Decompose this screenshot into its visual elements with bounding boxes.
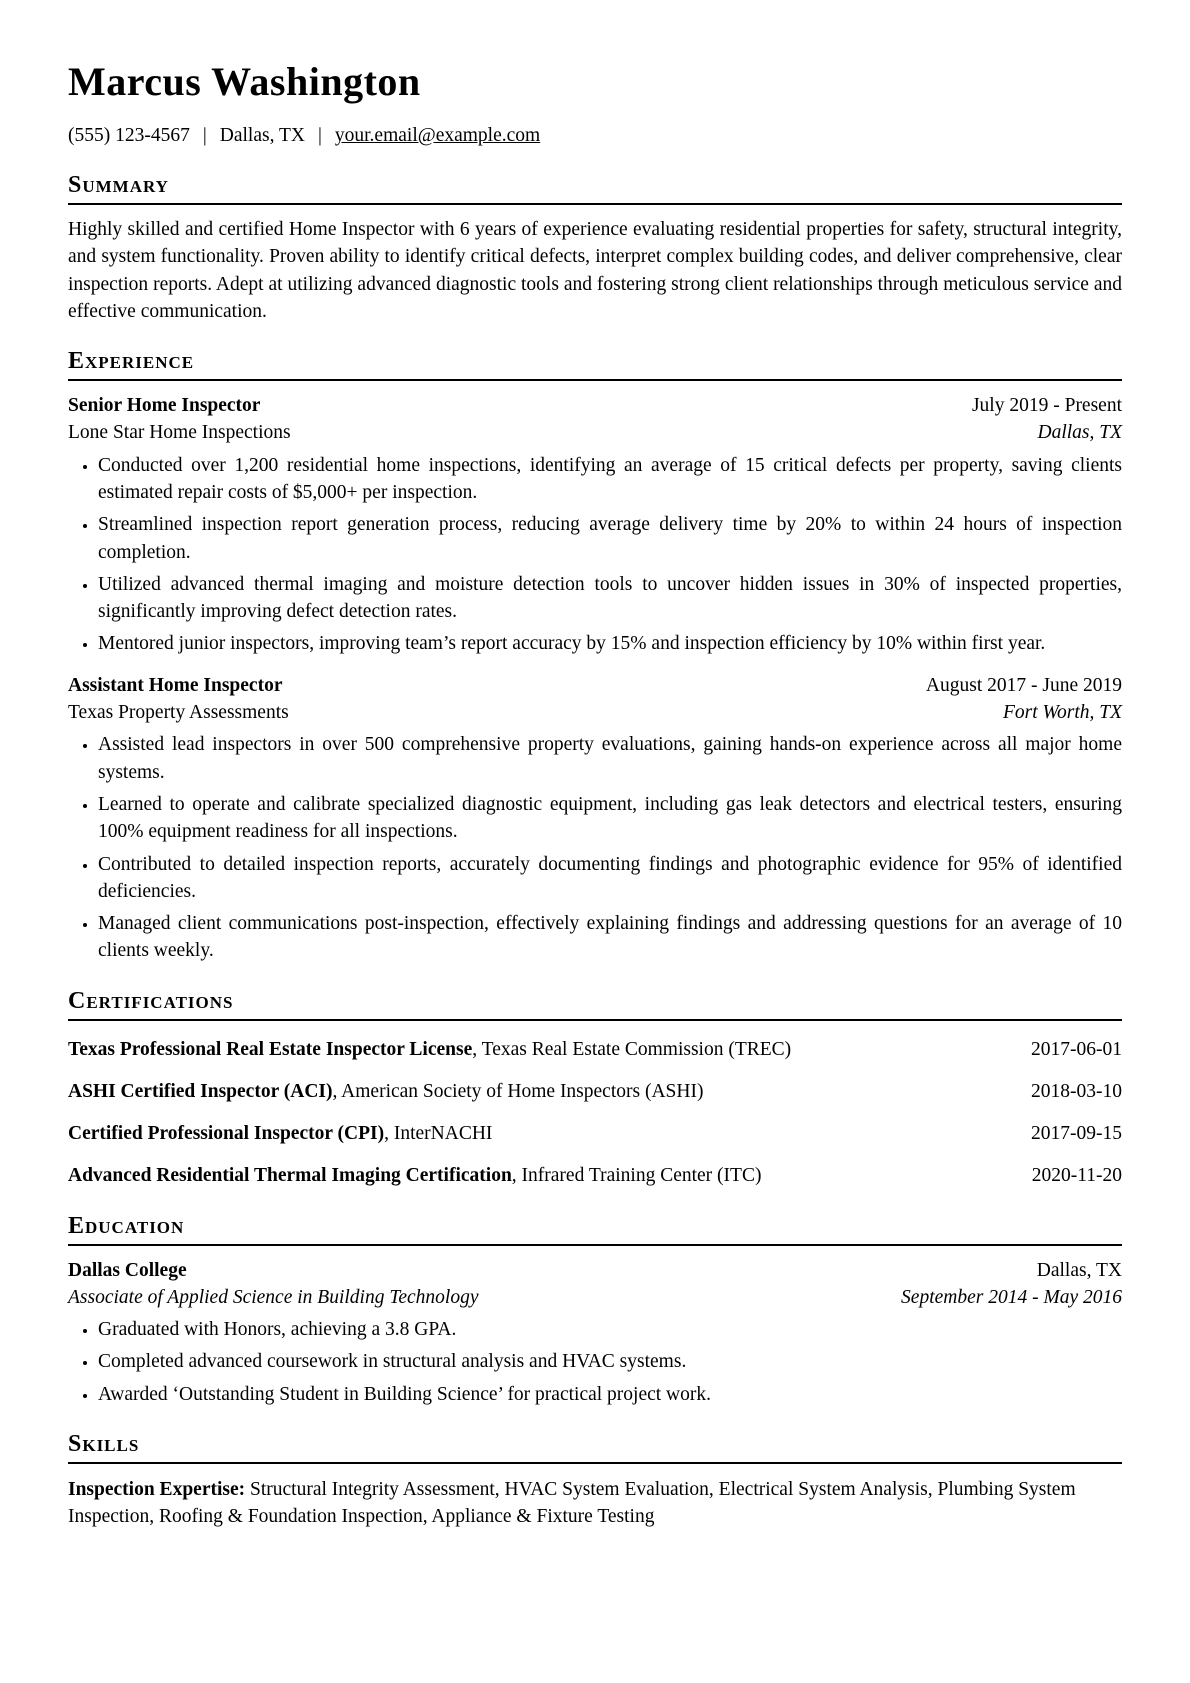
education-degree-row [68,1284,1122,1311]
certification-date: 2018-03-10 [1031,1080,1122,1102]
job-bullet: • Managed client communications post-inspection, effectively explaining findings and addressing questions for an average of 10 clients weekly. [98,910,1122,965]
certification-issuer: , Infrared Training Center (ITC) [511,1165,762,1187]
contact-line [68,122,1122,149]
certification-row [68,1120,1122,1147]
person-name: Marcus Washington [68,59,421,104]
section-title-certifications: Certifications [68,987,1122,1021]
job-role: Assistant Home Inspector [68,674,283,696]
certification-row [68,1078,1122,1105]
job-bullet: • Conducted over 1,200 residential home inspections, identifying an average of 15 critical defects per property, saving clients estimated repair costs of $5,000+ per inspection. [98,452,1122,507]
summary-text: Highly skilled and certified Home Inspector with 6 years of experience evaluating residential properties for safety, structural integrity, and system functionality. Proven ability to identify critical defects, interpret complex building codes, and deliver comprehensive, clear inspection reports. Adept at utilizing advanced diagnostic tools and fostering strong client relationships through meticulous service and effective communication. [68,219,1122,322]
job-bullet-list [68,731,1122,964]
education-bullet: • Completed advanced coursework in structural analysis and HVAC systems. [98,1348,1122,1375]
certification-row [68,1036,1122,1063]
certification-date: 2020-11-20 [1031,1165,1122,1187]
job-location: Fort Worth, TX [1002,702,1122,724]
education-bullet: • Graduated with Honors, achieving a 3.8 GPA. [98,1316,1122,1343]
certification-name: Texas Professional Real Estate Inspector License [68,1038,473,1060]
certification-issuer: , American Society of Home Inspectors (ASHI) [332,1080,704,1102]
education-location: Dallas, TX [1036,1259,1122,1281]
job-dates: August 2017 - June 2019 [925,674,1122,696]
section-title-summary: Summary [68,171,1122,205]
job-bullet-list [68,452,1122,658]
skills-category-label: Inspection Expertise: [68,1478,246,1500]
certification-row [68,1162,1122,1189]
education-dates: September 2014 - May 2016 [901,1286,1122,1308]
contact-location: Dallas, TX [219,125,305,146]
job-header-row [68,392,1122,419]
certification-issuer: , Texas Real Estate Commission (TREC) [472,1038,792,1060]
job-entry [68,392,1122,658]
education-entry [68,1257,1122,1408]
certification-text [68,1036,791,1063]
job-subheader-row [68,419,1122,446]
job-company: Lone Star Home Inspections [68,422,291,444]
job-location: Dallas, TX [1037,422,1122,444]
certification-date: 2017-09-15 [1031,1123,1122,1145]
education-header-row [68,1257,1122,1284]
education-degree: Associate of Applied Science in Building Technology [68,1286,479,1308]
certification-name: Advanced Residential Thermal Imaging Certification [68,1165,512,1187]
education-bullet-list [68,1316,1122,1408]
job-entry [68,672,1122,965]
phone-number: (555) 123-4567 [68,125,190,146]
job-company: Texas Property Assessments [68,702,289,724]
certification-issuer: , InterNACHI [384,1123,493,1145]
section-title-education: Education [68,1212,1122,1246]
job-bullet: • Assisted lead inspectors in over 500 comprehensive property evaluations, gaining hands-on experience across all major home systems. [98,731,1122,786]
certification-text [68,1078,703,1105]
certification-text [68,1162,761,1189]
contact-separator: | [317,125,322,146]
skills-list: Structural Integrity Assessment, HVAC System Evaluation, Electrical System Analysis, Plumbing System Inspection, Roofing & Foundation Inspection, Appliance & Fixture Testing [68,1478,1076,1528]
skills-line [68,1476,1122,1531]
certification-name: ASHI Certified Inspector (ACI) [68,1080,333,1102]
certification-date: 2017-06-01 [1031,1038,1122,1060]
job-bullet: • Contributed to detailed inspection reports, accurately documenting findings and photographic evidence for 95% of identified deficiencies. [98,851,1122,906]
job-bullet: • Mentored junior inspectors, improving team’s report accuracy by 15% and inspection efficiency by 10% within first year. [98,630,1122,657]
job-role: Senior Home Inspector [68,395,261,417]
certification-name: Certified Professional Inspector (CPI) [68,1123,385,1145]
certification-text [68,1120,492,1147]
job-dates: July 2019 - Present [971,395,1122,417]
section-title-skills: Skills [68,1430,1122,1464]
job-bullet: • Utilized advanced thermal imaging and moisture detection tools to uncover hidden issues in 30% of inspected properties, significantly improving defect detection rates. [98,571,1122,626]
section-title-experience: Experience [68,347,1122,381]
job-subheader-row [68,699,1122,726]
job-bullet: • Learned to operate and calibrate specialized diagnostic equipment, including gas leak detectors and electrical testers, ensuring 100% equipment readiness for all inspections. [98,791,1122,846]
education-school: Dallas College [68,1259,187,1281]
email-link[interactable]: your.email@example.com [334,125,541,146]
contact-separator: | [202,125,207,146]
job-bullet: • Streamlined inspection report generation process, reducing average delivery time by 20% to within 24 hours of inspection completion. [98,511,1122,566]
job-header-row [68,672,1122,699]
education-bullet: • Awarded ‘Outstanding Student in Building Science’ for practical project work. [98,1381,1122,1408]
